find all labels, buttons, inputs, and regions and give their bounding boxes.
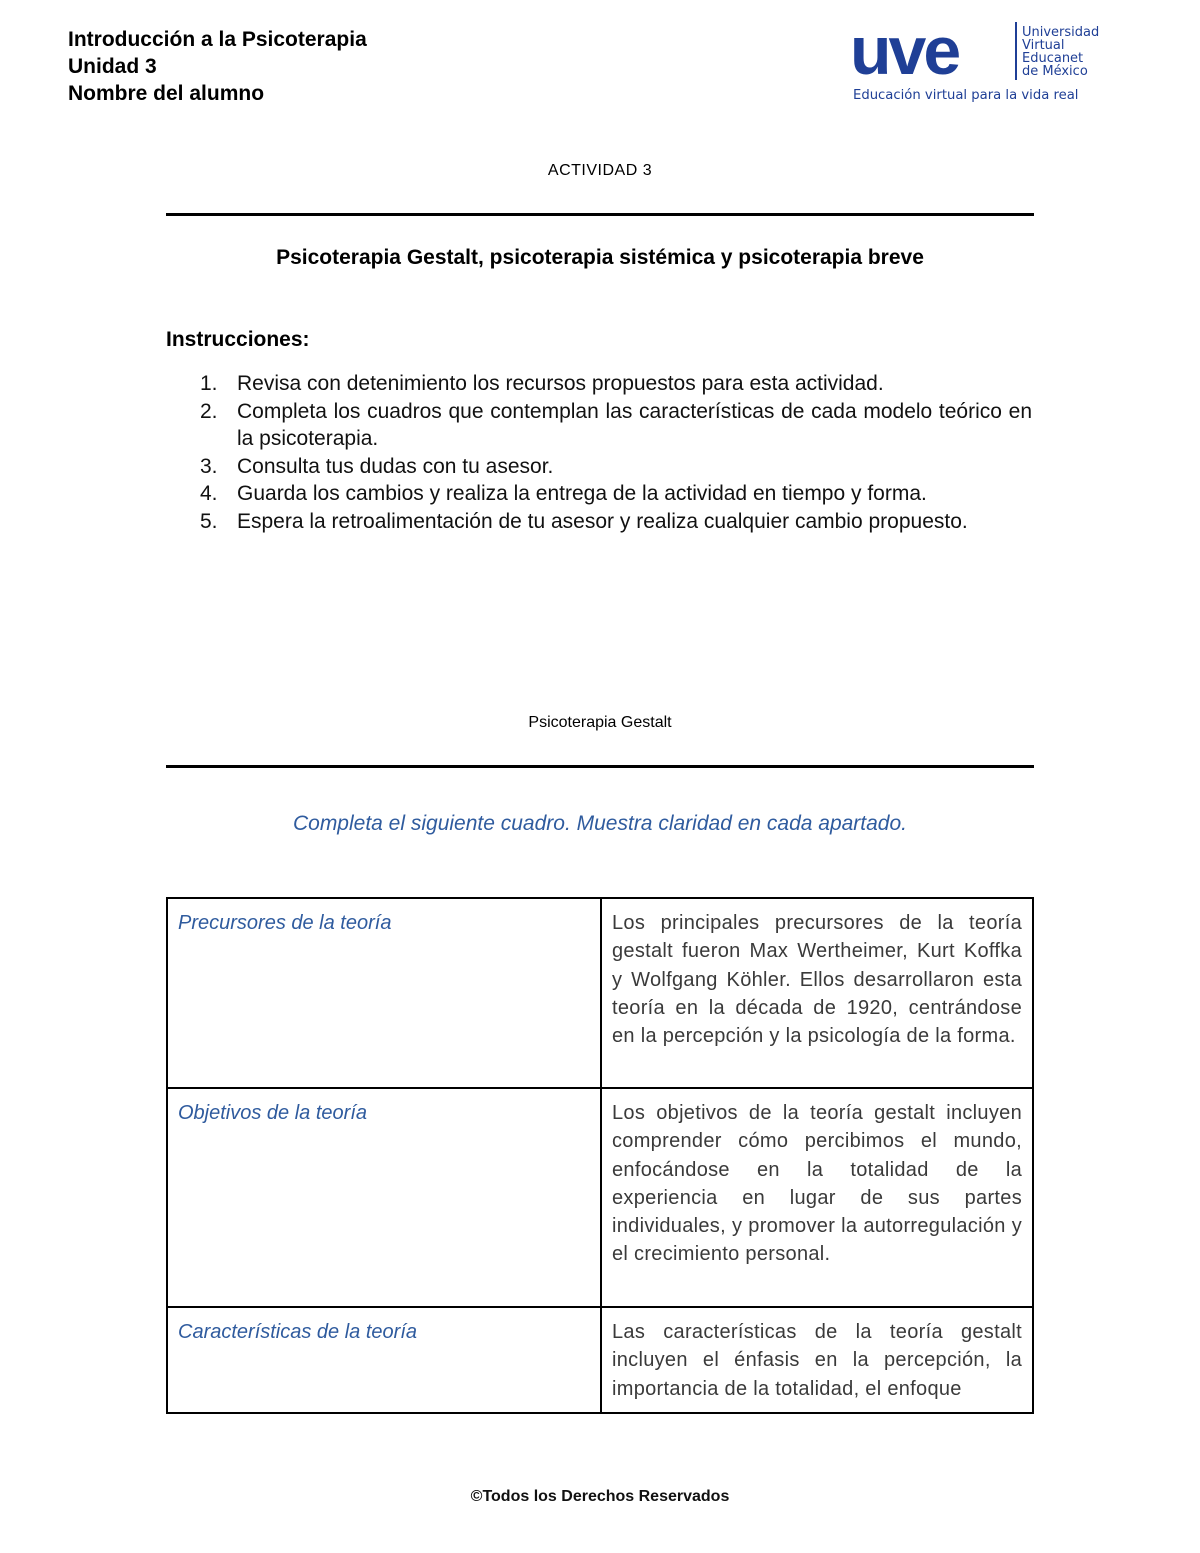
- table-row: [167, 898, 1033, 1088]
- row-value: Las características de la teoría gestalt incluyen el énfasis en la percepción, la importancia de la totalidad, el enfoque: [612, 1321, 1022, 1400]
- row-value: Los principales precursores de la teoría gestalt fueron Max Wertheimer, Kurt Koffka y Wolfgang Köhler. Ellos desarrollaron esta teoría en la década de 1920, centrándose en la percepción y la psicología de la forma.: [601, 898, 1033, 1088]
- divider-rule: [166, 213, 1034, 216]
- instructions-heading: Instrucciones:: [166, 328, 310, 351]
- table-row: [167, 1307, 1033, 1413]
- instruction-number: 3.: [200, 454, 218, 478]
- logo-line-4: de México: [1022, 64, 1088, 79]
- table-instruction: Completa el siguiente cuadro. Muestra claridad en cada apartado.: [292, 812, 908, 835]
- instruction-text: Consulta tus dudas con tu asesor.: [237, 454, 554, 478]
- row-value: Los objetivos de la teoría gestalt incluyen comprender cómo percibimos el mundo, enfocándose en la totalidad de la experiencia en lugar de sus partes individuales, y promover la autorregulación y el crecimiento personal.: [601, 1088, 1033, 1307]
- instruction-number: 2.: [200, 399, 218, 423]
- instruction-item: [166, 453, 1032, 481]
- gestalt-table: [166, 897, 1034, 1414]
- row-label: Características de la teoría: [167, 1307, 601, 1413]
- activity-label: ACTIVIDAD 3: [547, 162, 653, 179]
- logo-divider: [1015, 22, 1017, 80]
- course-name: Introducción a la Psicoterapia: [68, 28, 367, 51]
- student-name: Nombre del alumno: [68, 82, 265, 105]
- logo-wordmark: uve: [850, 18, 959, 89]
- instruction-item: [166, 370, 1032, 398]
- instruction-text: Completa los cuadros que contemplan las características de cada modelo teórico en la psicoterapia.: [237, 399, 1032, 450]
- instruction-number: 4.: [200, 482, 218, 505]
- logo-line-3: Educanet: [1022, 51, 1084, 66]
- row-label: Precursores de la teoría: [167, 898, 601, 1088]
- instruction-number: 1.: [200, 372, 218, 395]
- instruction-item: [166, 508, 1032, 536]
- document-header: [68, 26, 367, 107]
- unit-label: Unidad 3: [68, 55, 157, 78]
- footer-copyright: ©Todos los Derechos Reservados: [470, 1488, 730, 1505]
- main-title: Psicoterapia Gestalt, psicoterapia sistémica y psicoterapia breve: [276, 246, 924, 269]
- instruction-item: [166, 398, 1032, 453]
- instruction-item: [166, 480, 1032, 508]
- logo-line-2: Virtual: [1022, 38, 1065, 53]
- uve-logo: [850, 18, 1140, 110]
- logo-line-1: Universidad: [1022, 25, 1100, 40]
- instruction-text: Revisa con detenimiento los recursos propuestos para esta actividad.: [237, 372, 884, 395]
- row-label: Objetivos de la teoría: [167, 1088, 601, 1307]
- section-title: Psicoterapia Gestalt: [528, 714, 672, 731]
- section-divider-rule: [166, 765, 1034, 768]
- instructions-list: [166, 370, 1032, 535]
- instruction-text: Guarda los cambios y realiza la entrega de la actividad en tiempo y forma.: [237, 482, 927, 505]
- instruction-text: Espera la retroalimentación de tu asesor y realiza cualquier cambio propuesto.: [237, 509, 968, 533]
- row-value-cell: [601, 1307, 1033, 1413]
- logo-tagline: Educación virtual para la vida real: [853, 88, 1079, 103]
- table-row: [167, 1088, 1033, 1307]
- instruction-number: 5.: [200, 509, 218, 533]
